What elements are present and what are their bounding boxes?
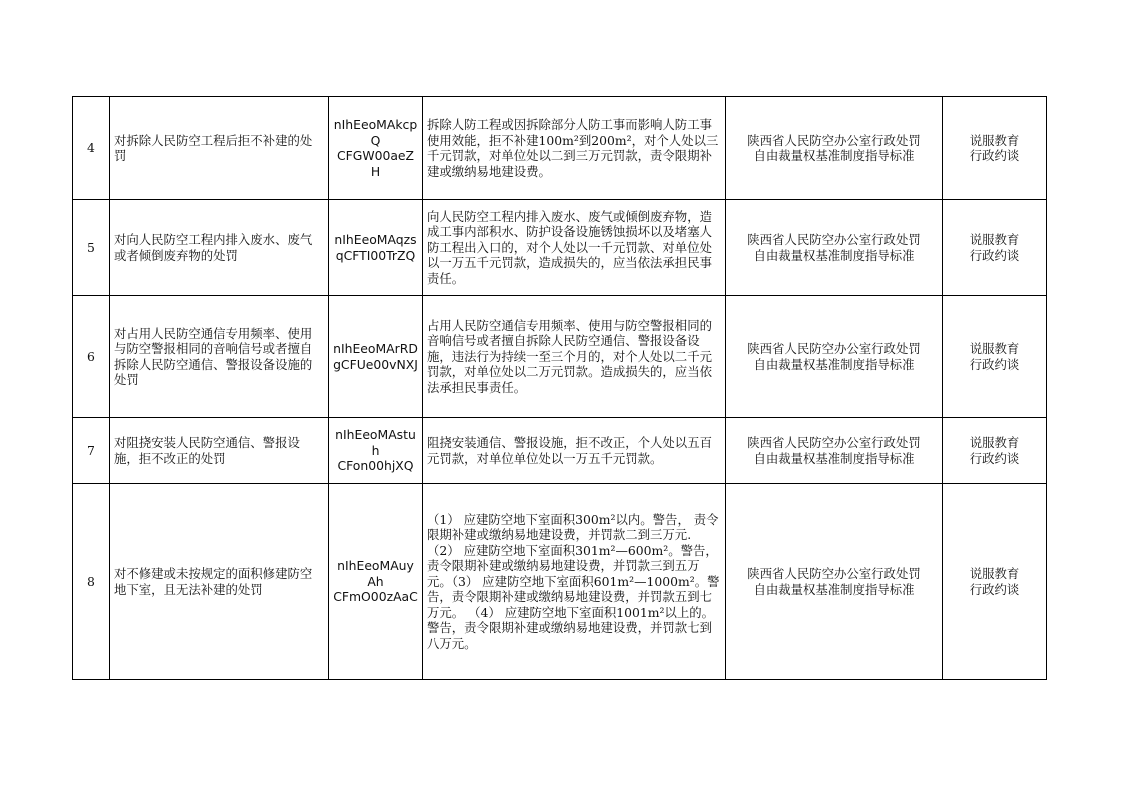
table-row bbox=[73, 296, 1047, 418]
measure-item: 说服教育 bbox=[969, 566, 1020, 581]
item-code bbox=[329, 418, 423, 484]
penalty-conditions: 向人民防空工程内排入废水、废气或倾倒废弃物，造成工事内部积水、防护设备设施锈蚀损坏以及堵塞人防工程出入口的，对个人处以一千元罚款、对单位处以一万五千元罚款，造成损失的，应当依法承担民事责任。 bbox=[423, 200, 726, 296]
basis-line: 陕西省人民防空办公室行政处罚 bbox=[747, 132, 921, 148]
measure-item: 说服教育 bbox=[969, 132, 1020, 148]
measure-item: 行政约谈 bbox=[969, 450, 1020, 466]
item-code bbox=[329, 200, 423, 296]
row-number: 7 bbox=[73, 418, 110, 484]
basis-line: 陕西省人民防空办公室行政处罚 bbox=[747, 232, 921, 247]
item-code-line: gCFUe00vNXJ bbox=[333, 356, 418, 372]
basis bbox=[726, 97, 943, 200]
table-row bbox=[73, 200, 1047, 296]
measure-item: 说服教育 bbox=[969, 232, 1020, 247]
basis-line: 自由裁量权基准制度指导标准 bbox=[753, 581, 915, 597]
basis-line: 自由裁量权基准制度指导标准 bbox=[753, 356, 915, 372]
item-code-line: qCFTI00TrZQ bbox=[335, 247, 416, 263]
item-code-line: nIhEeoMAstuh bbox=[335, 427, 416, 458]
table-row bbox=[73, 484, 1047, 680]
measure-item: 行政约谈 bbox=[969, 148, 1020, 163]
basis-line: 自由裁量权基准制度指导标准 bbox=[753, 148, 915, 163]
item-code bbox=[329, 296, 423, 418]
measures bbox=[943, 418, 1047, 484]
item-code-line: nIhEeoMAkcpQ bbox=[333, 117, 418, 148]
item-code-line: CFGW00aeZH bbox=[336, 148, 415, 179]
penalty-item: 对不修建或未按规定的面积修建防空地下室，且无法补建的处罚 bbox=[110, 484, 329, 680]
item-code-line: nIhEeoMAuyAh bbox=[337, 558, 414, 589]
penalty-item: 对拆除人民防空工程后拒不补建的处罚 bbox=[110, 97, 329, 200]
measures bbox=[943, 200, 1047, 296]
penalty-conditions: 拆除人防工程或因拆除部分人防工事而影响人防工事使用效能，拒不补建100m²到200m²，对个人处以三千元罚款，对单位处以二到三万元罚款，责令限期补建或缴纳易地建设费。 bbox=[423, 97, 726, 200]
basis-line: 陕西省人民防空办公室行政处罚 bbox=[747, 341, 921, 356]
measure-item: 行政约谈 bbox=[969, 356, 1020, 372]
basis-line: 自由裁量权基准制度指导标准 bbox=[753, 247, 915, 263]
penalty-conditions: 占用人民防空通信专用频率、使用与防空警报相同的音响信号或者擅自拆除人民防空通信、警报设备设施，违法行为持续一至三个月的，对个人处以二千元罚款，对单位处以二万元罚款。造成损失的，应当依法承担民事责任。 bbox=[423, 296, 726, 418]
measures bbox=[943, 97, 1047, 200]
measures bbox=[943, 296, 1047, 418]
penalty-conditions: （1） 应建防空地下室面积300m²以内。警告， 责令限期补建或缴纳易地建设费，并罚款二到三万元.（2） 应建防空地下室面积301m²—600m²。警告，责令限期补建或缴纳易地建设费，并罚款三到五万元。（3） 应建防空地下室面积601m²—1000m²。警告，责令限期补建或缴纳易地建设费，并罚款五到七万元。 （4） 应建防空地下室面积1001m²以上的。警告，责令限期补建或缴纳易地建设费，并罚款七到八万元。 bbox=[423, 484, 726, 680]
row-number: 6 bbox=[73, 296, 110, 418]
penalty-table bbox=[72, 96, 1047, 680]
item-code bbox=[329, 484, 423, 680]
row-number: 5 bbox=[73, 200, 110, 296]
basis bbox=[726, 484, 943, 680]
penalty-conditions: 阻挠安装通信、警报设施，拒不改正，个人处以五百元罚款，对单位单位处以一万五千元罚款。 bbox=[423, 418, 726, 484]
basis bbox=[726, 418, 943, 484]
measures bbox=[943, 484, 1047, 680]
item-code-line: nIhEeoMArRD bbox=[333, 341, 418, 356]
measure-item: 行政约谈 bbox=[969, 581, 1020, 597]
basis-line: 陕西省人民防空办公室行政处罚 bbox=[747, 435, 921, 450]
table-row bbox=[73, 97, 1047, 200]
penalty-item: 对向人民防空工程内排入废水、废气或者倾倒废弃物的处罚 bbox=[110, 200, 329, 296]
item-code-line: CFon00hjXQ bbox=[337, 458, 414, 474]
row-number: 8 bbox=[73, 484, 110, 680]
penalty-item: 对占用人民防空通信专用频率、使用与防空警报相同的音响信号或者擅自拆除人民防空通信、警报设备设施的处罚 bbox=[110, 296, 329, 418]
item-code bbox=[329, 97, 423, 200]
measure-item: 行政约谈 bbox=[969, 247, 1020, 263]
basis-line: 陕西省人民防空办公室行政处罚 bbox=[747, 566, 921, 581]
item-code-line: CFmO00zAaC bbox=[333, 589, 418, 605]
basis bbox=[726, 200, 943, 296]
basis bbox=[726, 296, 943, 418]
penalty-item: 对阻挠安装人民防空通信、警报设施，拒不改正的处罚 bbox=[110, 418, 329, 484]
table-row bbox=[73, 418, 1047, 484]
row-number: 4 bbox=[73, 97, 110, 200]
measure-item: 说服教育 bbox=[969, 341, 1020, 356]
basis-line: 自由裁量权基准制度指导标准 bbox=[753, 450, 915, 466]
item-code-line: nIhEeoMAqzs bbox=[334, 232, 417, 247]
measure-item: 说服教育 bbox=[969, 435, 1020, 450]
